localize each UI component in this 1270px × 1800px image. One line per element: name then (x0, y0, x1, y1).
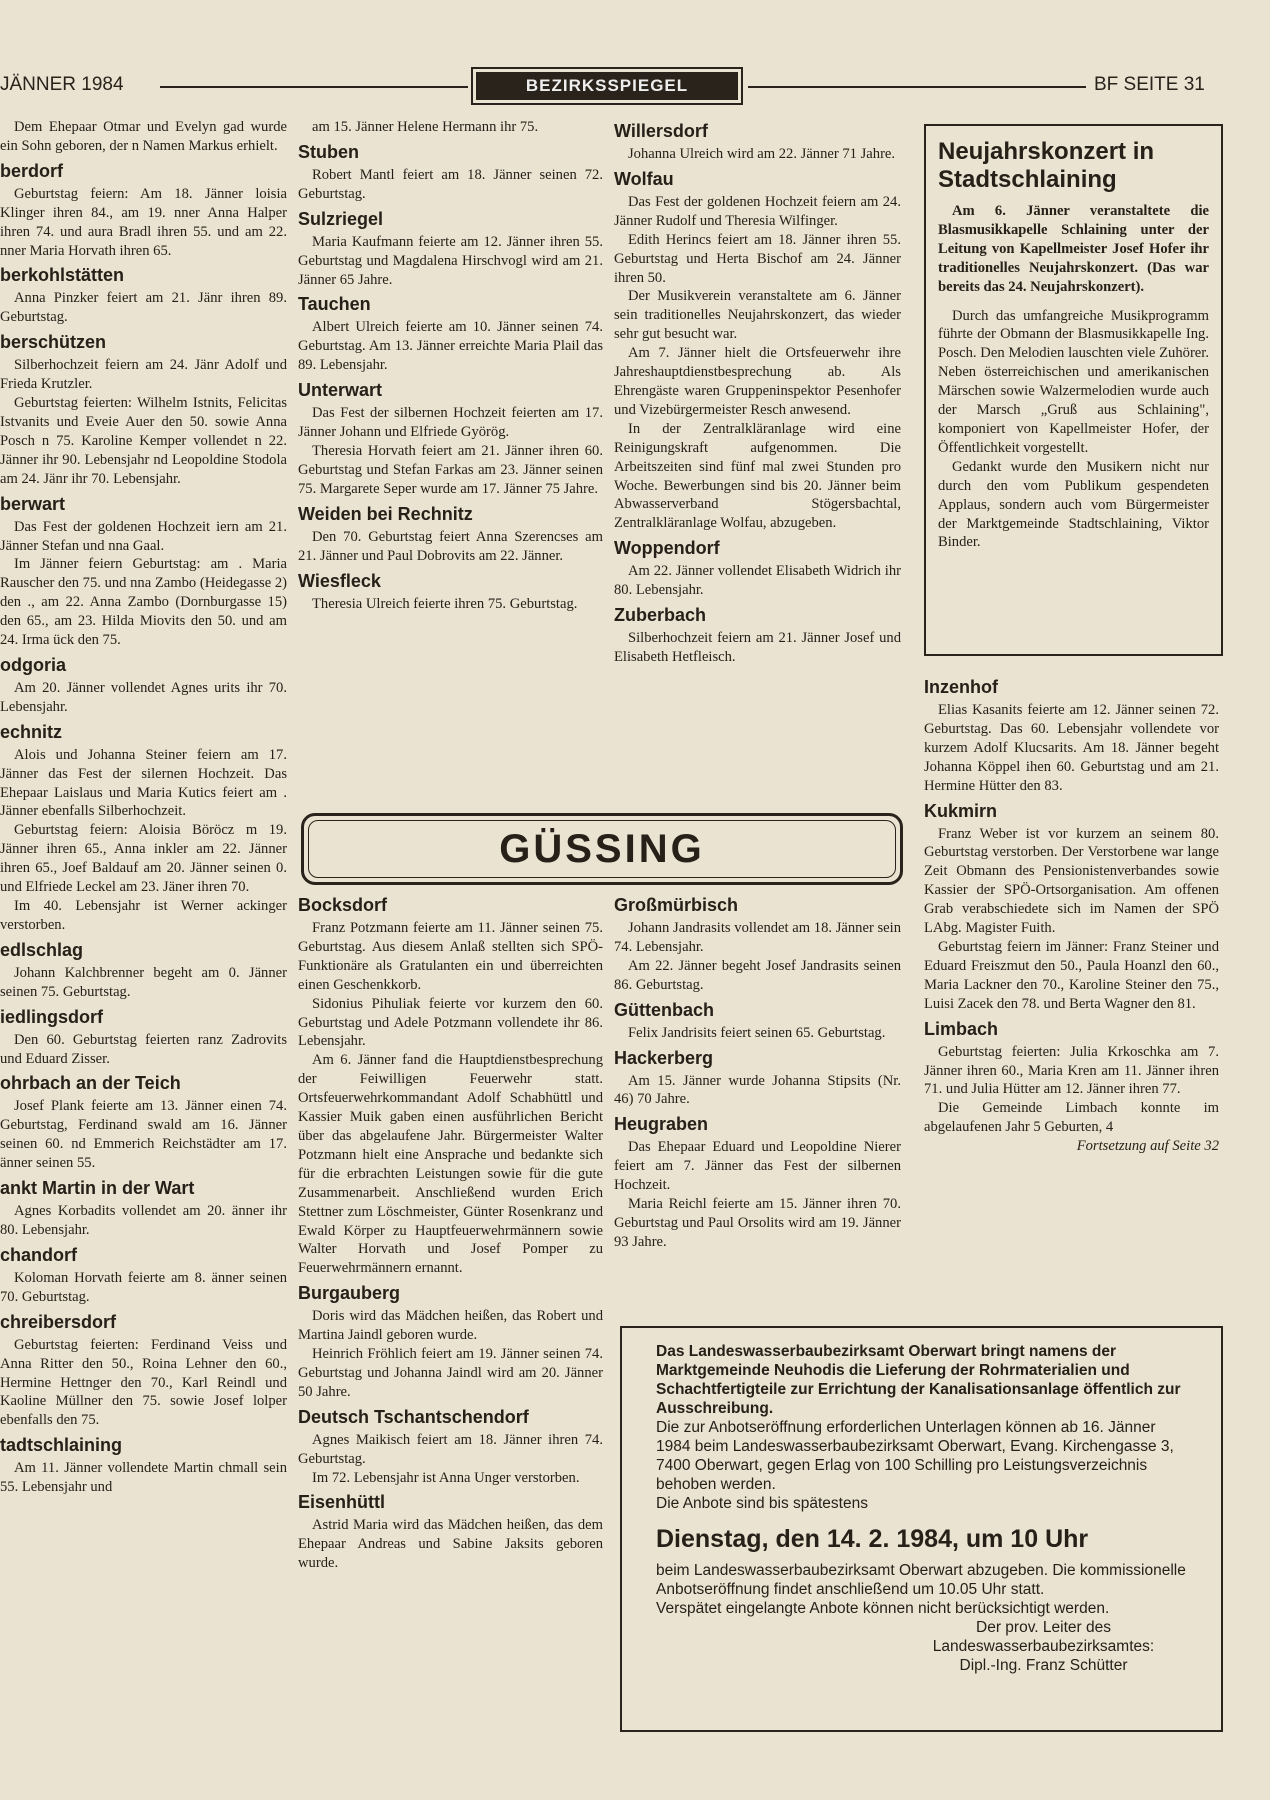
place-heading: Hackerberg (614, 1047, 714, 1068)
place-heading: Kukmirn (924, 800, 998, 821)
news-paragraph: Im 72. Lebensjahr ist Anna Unger verstorben. (312, 1469, 580, 1486)
news-paragraph: In der Zentralkläranlage wird eine Reinigungskraft aufgenommen. Die Arbeitszeiten sind fünf mal zwei Stunden pro Woche. Bewerbungen sind bis 20. Jänner beim Abwasserverband Stögersbachtal, Zentralkläranlage Wolfau, abzugeben. (614, 420, 901, 532)
news-paragraph: Maria Kaufmann feierte am 12. Jänner ihren 55. Geburtstag und Magdalena Hirschvogl wird am 21. Jänner 65 Jahre. (298, 233, 603, 288)
news-paragraph: Dem Ehepaar Otmar und Evelyn gad wurde ein Sohn geboren, der n Namen Markus erhielt. (0, 119, 287, 154)
place-heading: Willersdorf (614, 121, 708, 141)
news-paragraph: Johanna Ulreich wird am 22. Jänner 71 Jahre. (628, 146, 896, 162)
place-heading: chreibersdorf (0, 1311, 117, 1332)
place-heading: ankt Martin in der Wart (0, 1178, 195, 1199)
place-heading: Wolfau (614, 168, 674, 189)
news-paragraph: am 15. Jänner Helene Hermann ihr 75. (312, 119, 539, 135)
news-paragraph: Franz Weber ist vor kurzem an seinem 80. Geburtstag verstorben. Der Verstorbene war lange Zeit Obmann des Pensionistenverbandes sowie Kassier der SPÖ-Ortsorganisation. Am offenen Grab verabschiedete sich im Namen der SPÖ LAbg. Magister Fuith. (924, 825, 1219, 937)
continuation-note: Fortsetzung auf Seite 32 (1076, 1138, 1219, 1155)
news-paragraph: Die Gemeinde Limbach konnte im abgelaufenen Jahr 5 Geburten, 4 (924, 1100, 1219, 1136)
ad-signature: Der prov. Leiter des (976, 1619, 1111, 1636)
place-heading: Eisenhüttl (298, 1492, 386, 1513)
ad-paragraph: Die zur Anbotseröffnung erforderlichen Unterlagen können ab 16. Jänner 1984 beim Landeswasserbaubezirksamt Oberwart, Evang. Kirchengasse 3, 7400 Oberwart, gegen Erlag von 100 Schilling pro Leistungsverzeichnis behoben werden. (656, 1419, 1174, 1493)
column-2-bottom (298, 890, 603, 1573)
column-2-top (298, 118, 603, 613)
news-paragraph: Das Fest der silbernen Hochzeit feierten am 17. Jänner Johann und Elfriede Györög. (298, 405, 603, 441)
news-paragraph: Felix Jandrisits feiert seinen 65. Geburtstag. (628, 1024, 886, 1041)
news-paragraph: Silberhochzeit feiern am 24. Jänr Adolf und Frieda Krutzler. (0, 357, 287, 393)
concert-lead (926, 202, 1221, 297)
ad-paragraph: Verspätet eingelangte Anbote können nicht berücksichtigt werden. (656, 1600, 1110, 1617)
news-paragraph: Agnes Maikisch feiert am 18. Jänner ihren 74. Geburtstag. (298, 1431, 603, 1467)
place-heading: Sulzriegel (298, 208, 384, 229)
concert-body (926, 297, 1221, 553)
concert-paragraph: Durch das umfangreiche Musikprogramm führte der Obmann der Blasmusikkapelle Ing. Posch. Den Melodien lauschten viele Zuhörer. Neben österreichischen und amerikanischen Märschen sowie Walzermelodien wurde auch der Marsch „Gruß aus Schlaining", komponiert von Kapellmeister Hofer, der Öffentlichkeit vorgestellt. (938, 307, 1209, 456)
place-heading: berkohlstätten (0, 265, 125, 286)
news-paragraph: Den 60. Geburtstag feierten ranz Zadrovits und Eduard Zisser. (0, 1031, 287, 1067)
place-heading: Zuberbach (614, 605, 707, 626)
concert-paragraph: Gedankt wurde den Musikern nicht nur durch den vom Publikum gespendeten Applaus, sondern auch vom Bürgermeister der Marktgemeinde Stadtschlaining, Viktor Binder. (938, 458, 1209, 551)
concert-headline: Neujahrskonzert in Stadtschlaining (938, 138, 1155, 193)
news-paragraph: Am 15. Jänner wurde Johanna Stipsits (Nr. 46) 70 Jahre. (614, 1072, 901, 1108)
ad-signature: Dipl.-Ing. Franz Schütter (959, 1657, 1128, 1674)
ad-paragraph: Die Anbote sind bis spätestens (656, 1495, 868, 1512)
news-paragraph: Franz Potzmann feierte am 11. Jänner seinen 75. Geburtstag. Aus diesem Anlaß stellten sich SPÖ-Funktionäre als Gratulanten ein und überreichten einen Geschenkkorb. (298, 920, 603, 993)
place-heading: iedlingsdorf (0, 1006, 103, 1027)
place-heading: Güttenbach (614, 999, 715, 1020)
column-3-bottom (614, 890, 901, 1252)
news-paragraph: Den 70. Geburtstag feiert Anna Szerencses am 21. Jänner und Paul Dobrovits am 22. Jänner. (298, 528, 603, 564)
section-title: BEZIRKSSPIEGEL (476, 72, 738, 100)
issue-date: JÄNNER 1984 (0, 74, 124, 95)
news-paragraph: Geburtstag feierten: Julia Krkoschka am 7. Jänner ihren 60., Maria Kren am 11. Jänner ihren 71. und Julia Hütter am 12. Jänner ihren 77. (924, 1043, 1219, 1098)
news-paragraph: Koloman Horvath feierte am 8. änner seinen 70. Geburtstag. (0, 1269, 287, 1305)
place-heading: Burgauberg (298, 1283, 401, 1304)
news-paragraph: Agnes Korbadits vollendet am 20. änner ihr 80. Lebensjahr. (0, 1203, 287, 1238)
place-heading: ohrbach an der Teich (0, 1073, 181, 1094)
news-paragraph: Das Fest der goldenen Hochzeit feiern am 24. Jänner Rudolf und Theresia Wilfinger. (614, 193, 901, 229)
place-heading: chandorf (0, 1244, 78, 1265)
place-heading: Inzenhof (924, 677, 998, 697)
news-paragraph: Alois und Johanna Steiner feiern am 17. Jänner das Fest der silernen Hochzeit. Das Ehepaar Laislaus und Maria Kutics feiert am . Jänner ebenfalls Silberhochzeit. (0, 746, 287, 820)
news-paragraph: Sidonius Pihuliak feierte vor kurzem den 60. Geburtstag und Adele Potzmann vollendete ihr 86. Lebensjahr. (298, 995, 603, 1050)
news-paragraph: Am 6. Jänner fand die Hauptdienstbesprechung der Feiwilligen Feuerwehr statt. Ortsfeuerwehrkommandant Adolf Schabhüttl und Kassier Muik gaben einen ausführlichen Bericht über das abgelaufene Jahr. Bürgermeister Walter Potzmann hielt eine Ansprache und bedankte sich für die erbrachten Leistungen sowie für die gute Zusammenarbeit. Anschließend wurden Erich Stettner zum Löschmeister, Günter Rosenkranz und Ewald Körper zu Hauptfeuerwehrmännern sowie Walter Horvath und Josef Pomper zu Feuerwehrmännern ernannt. (298, 1052, 603, 1277)
place-heading: odgoria (0, 654, 66, 675)
news-paragraph: Geburtstag feierten: Wilhelm Istnits, Felicitas Istvanits und Eveie Auer den 50. sowie Anna Posch n 75. Karoline Kemper vollendet n 22. Jänner ihr 90. Lebensjahr nd Leopoldine Stodola am 24. Jänr ihr 70. Lebensjahr. (0, 395, 287, 487)
place-heading: Stuben (298, 141, 359, 162)
ad-deadline: Dienstag, den 14. 2. 1984, um 10 Uhr (656, 1525, 1089, 1553)
place-heading: echnitz (0, 721, 63, 742)
header-rule (748, 86, 1086, 88)
place-heading: berdorf (0, 160, 63, 181)
place-heading: Limbach (924, 1018, 999, 1039)
page-number: BF SEITE 31 (1094, 74, 1205, 95)
news-paragraph: Im Jänner feiern Geburtstag: am . Maria Rauscher den 75. und nna Zambo (Heidegasse 2) den ., am 22. Anna Zambo (Dornburgasse 15) den 65., am 23. Hilda Miovits den 50. und am 24. Irma ück den 75. (0, 556, 287, 649)
region-banner (301, 813, 903, 885)
news-paragraph: Maria Reichl feierte am 15. Jänner ihren 70. Geburtstag und Paul Orsolits wird am 19. Jänner 93 Jahre. (614, 1196, 901, 1250)
column-4 (924, 672, 1219, 1156)
place-heading: tadtschlaining (0, 1435, 123, 1456)
news-paragraph: Astrid Maria wird das Mädchen heißen, das dem Ehepaar Andreas und Sabine Jaksits geboren wurde. (298, 1517, 603, 1572)
news-paragraph: Johann Kalchbrenner begeht am 0. Jänner seinen 75. Geburtstag. (0, 964, 287, 1000)
tender-advertisement (620, 1326, 1223, 1732)
news-paragraph: Geburtstag feiern im Jänner: Franz Steiner und Eduard Freiszmut den 50., Paula Hoanzl den 60., Maria Lackner den 70., Karoline Steiner den 75., Luisi Zacek den 78. und Berta Wagner den 81. (924, 938, 1219, 1012)
place-heading: Großmürbisch (614, 895, 739, 915)
news-paragraph: Edith Herincs feiert am 18. Jänner ihren 55. Geburtstag und Herta Bischof am 24. Jänner ihren 50. (614, 231, 901, 286)
news-paragraph: Geburtstag feierten: Ferdinand Veiss und Anna Ritter den 50., Roina Lehner den 60., Hermine Hettnger den 70., Karl Reindl und Kaoline Müllner den 75. sowie Josef lolper ebenfalls den 75. (0, 1336, 287, 1429)
place-heading: edlschlag (0, 939, 84, 960)
news-paragraph: Heinrich Fröhlich feiert am 19. Jänner seinen 74. Geburtstag und Johanna Jaindl wird am 20. Jänner 50 Jahre. (298, 1346, 603, 1400)
news-paragraph: Der Musikverein veranstaltete am 6. Jänner sein traditionelles Neujahrskonzert, das wieder sehr gut besucht war. (614, 288, 901, 343)
news-paragraph: Geburtstag feiern: Am 18. Jänner loisia Klinger ihren 84., am 19. nner Anna Halper ihren 74. und aura Bradl ihren 55. und am 22. nner Maria Horvath ihren 65. (0, 185, 287, 259)
concert-lead-text: Am 6. Jänner veranstaltete die Blasmusikkapelle Schlaining unter der Leitung von Kapellmeister Josef Hofer ihr traditionelles Neujahrskonzert. (Das war bereits das 24. Neujahrskonzert). (938, 203, 1209, 295)
news-paragraph: Am 20. Jänner vollendet Agnes urits ihr 70. Lebensjahr. (0, 679, 287, 715)
column-3-top (614, 116, 901, 667)
news-paragraph: Das Fest der goldenen Hochzeit iern am 21. Jänner Stefan und nna Gaal. (0, 518, 287, 554)
concert-article-box (924, 124, 1223, 656)
news-paragraph: Am 7. Jänner hielt die Ortsfeuerwehr ihre Jahreshauptdienstbesprechung ab. Als Ehrengäste waren Gruppeninspektor Pesenhofer und Vizebürgermeister Resch anwesend. (614, 345, 901, 418)
news-paragraph: Doris wird das Mädchen heißen, das Robert und Martina Jaindl geboren wurde. (298, 1308, 603, 1344)
ad-intro: Das Landeswasserbaubezirksamt Oberwart bringt namens der Marktgemeinde Neuhodis die Lieferung der Rohrmaterialien und Schachtfertigteile zur Errichtung der Kanalisationsanlage öffentlich zur Ausschreibung. (656, 1343, 1181, 1417)
place-heading: Heugraben (614, 1114, 709, 1135)
header-rule (160, 86, 468, 88)
news-paragraph: Am 22. Jänner vollendet Elisabeth Widrich ihr 80. Lebensjahr. (614, 563, 901, 599)
news-paragraph: Im 40. Lebensjahr ist Werner ackinger verstorben. (0, 898, 287, 933)
news-paragraph: Josef Plank feierte am 13. Jänner einen 74. Geburtstag, Ferdinand swald am 16. Jänner seinen 60. nd Emmerich Reichstädter am 17. änner seinen 55. (0, 1098, 287, 1172)
news-paragraph: Silberhochzeit feiern am 21. Jänner Josef und Elisabeth Hetfleisch. (614, 630, 901, 665)
news-paragraph: Theresia Ulreich feierte ihren 75. Geburtstag. (312, 595, 578, 612)
region-banner-title: GÜSSING (499, 826, 705, 871)
place-heading: berwart (0, 493, 66, 514)
news-paragraph: Theresia Horvath feiert am 21. Jänner ihren 60. Geburtstag und Stefan Farkas am 23. Jänner seinen 75. Margarete Seper wurde am 17. Jänner 75 Jahre. (298, 442, 603, 497)
place-heading: Woppendorf (614, 538, 720, 559)
news-paragraph: Johann Jandrasits vollendet am 18. Jänner sein 74. Lebensjahr. (614, 920, 901, 955)
news-paragraph: Elias Kasanits feierte am 12. Jänner seinen 72. Geburtstag. Das 60. Lebensjahr vollendete vor kurzem Adolf Klucsarits. Am 18. Jänner begeht Johanna Köppel ihen 60. Geburtstag und am 21. Hermine Hütter den 83. (924, 702, 1219, 794)
place-heading: Unterwart (298, 380, 383, 401)
place-heading: berschützen (0, 332, 107, 353)
news-paragraph: Anna Pinzker feiert am 21. Jänr ihren 89. Geburtstag. (0, 290, 287, 326)
news-paragraph: Geburtstag feiern: Aloisia Böröcz m 19. Jänner ihren 65., Anna inkler am 22. Jänner ihren 65., Joef Baldauf am 20. Jänner seinen 0. und Elfriede Leckel am 23. Jäner ihren 70. (0, 822, 287, 896)
place-heading: Tauchen (298, 294, 371, 315)
place-heading: Deutsch Tschantschendorf (298, 1406, 529, 1427)
ad-signature: Landeswasserbaubezirksamtes: (932, 1638, 1155, 1655)
place-heading: Weiden bei Rechnitz (298, 503, 473, 524)
news-paragraph: Albert Ulreich feierte am 10. Jänner seinen 74. Geburtstag. Am 13. Jänner erreichte Maria Plail das 89. Lebensjahr. (298, 319, 603, 374)
place-heading: Wiesfleck (298, 570, 381, 591)
news-paragraph: Robert Mantl feiert am 18. Jänner seinen 72. Geburtstag. (298, 166, 603, 202)
ad-paragraph: beim Landeswasserbaubezirksamt Oberwart abzugeben. Die kommissionelle Anbotseröffnung findet anschließend um 10.05 Uhr statt. (656, 1562, 1186, 1598)
news-paragraph: Am 11. Jänner vollendete Martin chmall sein 55. Lebensjahr und (0, 1460, 287, 1496)
column-1 (0, 118, 287, 1497)
place-heading: Bocksdorf (298, 895, 388, 915)
news-paragraph: Das Ehepaar Eduard und Leopoldine Nierer feiert am 7. Jänner das Fest der silbernen Hochzeit. (614, 1139, 901, 1194)
news-paragraph: Am 22. Jänner begeht Josef Jandrasits seinen 86. Geburtstag. (614, 957, 901, 993)
